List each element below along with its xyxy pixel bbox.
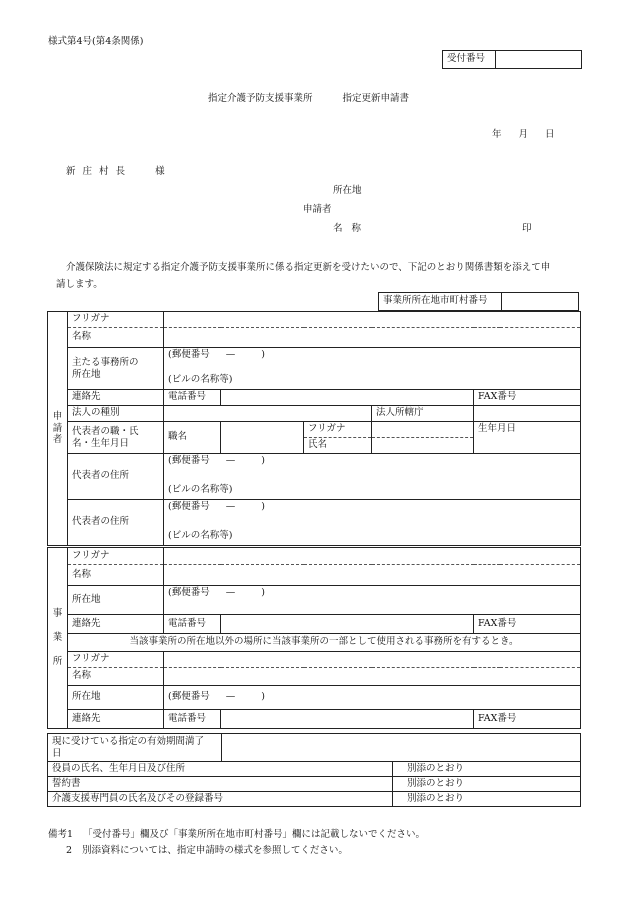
pledge-label: 誓約書 xyxy=(48,777,393,792)
addressee xyxy=(66,167,165,177)
date-line xyxy=(492,130,555,140)
birth-date-field[interactable]: 生年月日 xyxy=(474,422,581,454)
page-title xyxy=(208,94,409,104)
date-day: 日 xyxy=(545,129,555,140)
sub-office-furigana-label: フリガナ xyxy=(68,652,164,668)
main-form-table xyxy=(47,311,581,546)
rep-label: 代表者の職・氏 名・生年月日 xyxy=(68,422,164,454)
date-year: 年 xyxy=(492,129,502,140)
rep-name-label: 氏名 xyxy=(304,438,372,454)
rep-address-building[interactable]: (ビルの名称等) xyxy=(164,482,581,500)
addressee-suffix: 様 xyxy=(155,166,165,177)
applicant-phone-field[interactable] xyxy=(221,390,474,406)
rep-name-field[interactable] xyxy=(372,438,474,454)
office-name-label: 名称 xyxy=(68,565,164,586)
title-part1: 指定介護予防支援事業所 xyxy=(208,93,313,104)
office-fax-label: FAX番号 xyxy=(474,615,581,634)
validity-label: 現に受けている指定の有効期間満了 日 xyxy=(48,734,222,762)
care-managers-label: 介護支援専門員の氏名及びその登録番号 xyxy=(48,792,393,807)
sub-office-fax-label: FAX番号 xyxy=(474,710,581,729)
muni-code-field[interactable] xyxy=(502,293,579,311)
sub-office-location-label: 所在地 xyxy=(68,686,164,710)
validity-field[interactable] xyxy=(222,734,581,762)
main-office-label: 主たる事務所の 所在地 xyxy=(68,348,164,390)
corp-type-field[interactable] xyxy=(164,406,372,422)
rep-address-label: 代表者の住所 xyxy=(68,454,164,500)
sub-office-name-label: 名称 xyxy=(68,668,164,686)
applicant-location-label: 所在地 xyxy=(333,185,362,196)
main-office-postal[interactable]: (郵便番号 — ) xyxy=(164,348,581,372)
office-location-postal[interactable]: (郵便番号 — ) xyxy=(164,586,581,615)
receipt-box xyxy=(442,50,582,69)
muni-code-label: 事業所所在地市町村番号 xyxy=(379,293,502,311)
date-month: 月 xyxy=(518,129,529,140)
sub-office-name-field[interactable] xyxy=(164,668,581,686)
rep-address-postal[interactable]: (郵便番号 — ) xyxy=(164,454,581,482)
sub-office-location-postal[interactable]: (郵便番号 — ) xyxy=(164,686,581,710)
applicant-phone-label: 電話番号 xyxy=(164,390,221,406)
corp-type-label: 法人の種別 xyxy=(68,406,164,422)
receipt-number-field[interactable] xyxy=(496,51,582,69)
note1: 備考1 「受付番号」欄及び「事業所所在地市町村番号」欄には記載しないでください。 xyxy=(48,829,426,840)
office-furigana-field[interactable] xyxy=(164,548,581,565)
note2: 2 別添資料については、指定申請時の様式を参照してください。 xyxy=(66,845,348,856)
office-location-label: 所在地 xyxy=(68,586,164,615)
applicant-furigana-label: フリガナ xyxy=(68,312,164,328)
intro-line1: 介護保険法に規定する指定介護予防支援事業所に係る指定更新を受けたいので、下記のとおり関係書類を添えて申 xyxy=(66,262,551,273)
pledge-value: 別添のとおり xyxy=(393,777,581,792)
office-phone-label: 電話番号 xyxy=(164,615,221,634)
rep-furigana-field[interactable] xyxy=(372,422,474,438)
addressee-name: 新 庄 村 長 xyxy=(66,166,126,177)
applicant-fax-label: FAX番号 xyxy=(474,390,581,406)
intro-line2: 請します。 xyxy=(56,279,103,290)
muni-code-box xyxy=(378,292,579,311)
form-id: 様式第4号(第4条関係) xyxy=(48,36,144,47)
office-contact-label: 連絡先 xyxy=(68,615,164,634)
officers-label: 役員の氏名、生年月日及び住所 xyxy=(48,762,393,777)
position-label: 職名 xyxy=(164,422,221,454)
applicant-furigana-field[interactable] xyxy=(164,312,581,328)
main-office-building[interactable]: (ビルの名称等) xyxy=(164,372,581,390)
sub-office-phone-field[interactable] xyxy=(221,710,474,729)
applicant-name-field[interactable] xyxy=(164,328,581,348)
rep-address2-label: 代表者の住所 xyxy=(68,500,164,546)
position-field[interactable] xyxy=(221,422,304,454)
applicant-name-label-cell: 名称 xyxy=(68,328,164,348)
applicant-section: 申 請 者 xyxy=(48,312,68,546)
rep-address2-postal[interactable]: (郵便番号 — ) xyxy=(164,500,581,528)
sub-office-phone-label: 電話番号 xyxy=(164,710,221,729)
rep-furigana-label: フリガナ xyxy=(304,422,372,438)
sub-office-contact-label: 連絡先 xyxy=(68,710,164,729)
office-table xyxy=(47,547,581,729)
title-part2: 指定更新申請書 xyxy=(342,93,410,104)
care-managers-value: 別添のとおり xyxy=(393,792,581,807)
rep-address2-building[interactable]: (ビルの名称等) xyxy=(164,528,581,546)
officers-value: 別添のとおり xyxy=(393,762,581,777)
seal-mark: 印 xyxy=(522,223,532,234)
office-section-cell: 事 業 所 xyxy=(48,548,68,729)
receipt-label: 受付番号 xyxy=(443,51,496,69)
office-furigana-label: フリガナ xyxy=(68,548,164,565)
other-office-note: 当該事業所の所在地以外の場所に当該事業所の一部として使用される事務所を有するとき。 xyxy=(68,634,581,652)
sub-office-furigana-field[interactable] xyxy=(164,652,581,668)
office-name-field[interactable] xyxy=(164,565,581,586)
office-phone-field[interactable] xyxy=(221,615,474,634)
bottom-table xyxy=(47,733,581,807)
applicant-name-label: 名 称 xyxy=(333,223,362,234)
applicant-label: 申請者 xyxy=(303,204,332,215)
corp-agency-label: 法人所轄庁 xyxy=(372,406,474,422)
corp-agency-field[interactable] xyxy=(474,406,581,422)
applicant-contact-label: 連絡先 xyxy=(68,390,164,406)
